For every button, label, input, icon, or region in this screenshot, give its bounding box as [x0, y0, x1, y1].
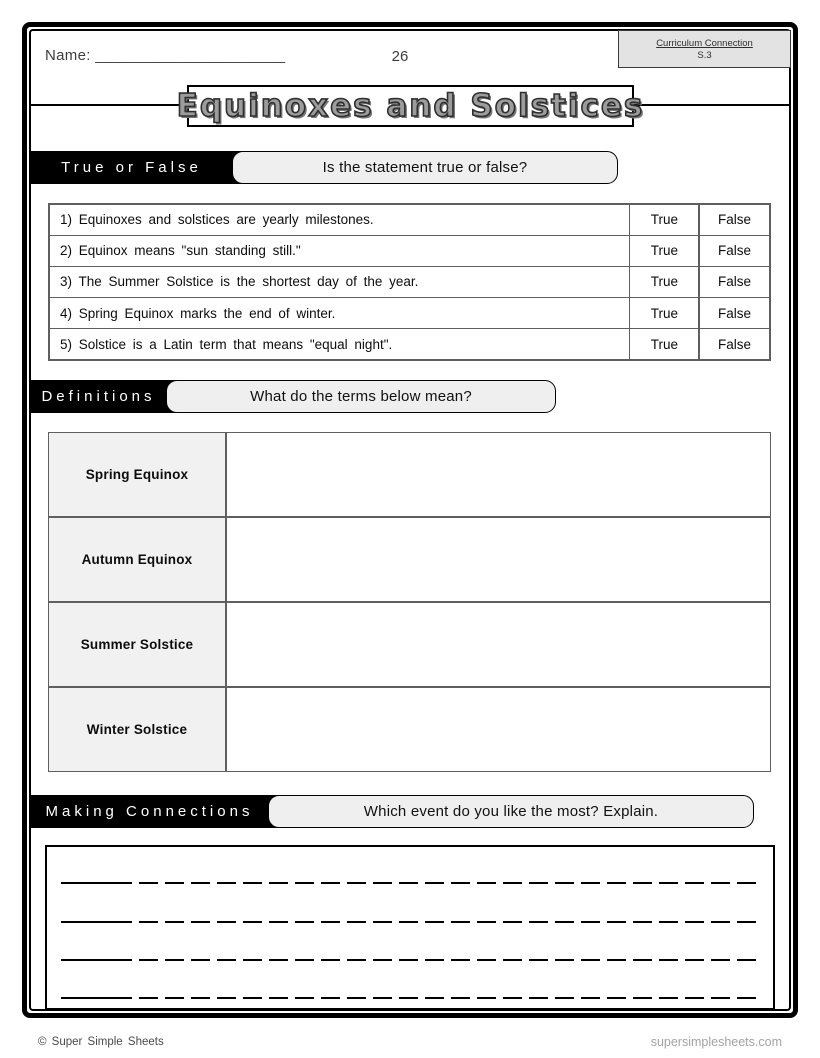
statement-3: 3) The Summer Solstice is the shortest day of the year.	[50, 267, 629, 297]
true-option-5[interactable]: True	[630, 329, 698, 359]
definition-answer-spring-equinox[interactable]	[227, 433, 770, 516]
statement-2: 2) Equinox means "sun standing still."	[50, 236, 629, 266]
definition-answer-autumn-equinox[interactable]	[227, 518, 770, 601]
section-label-true-or-false: True or False	[31, 151, 245, 184]
term-winter-solstice: Winter Solstice	[49, 688, 225, 771]
term-spring-equinox: Spring Equinox	[49, 433, 225, 516]
section-prompt-true-or-false: Is the statement true or false?	[232, 151, 618, 184]
name-blank[interactable]: ______________________	[95, 47, 286, 64]
false-option-4[interactable]: False	[700, 298, 769, 328]
statement-5: 5) Solstice is a Latin term that means "equal night".	[50, 329, 629, 359]
false-option-3[interactable]: False	[700, 267, 769, 297]
website-link[interactable]: supersimplesheets.com	[650, 1035, 782, 1049]
statement-1: 1) Equinoxes and solstices are yearly milestones.	[50, 205, 629, 235]
true-option-2[interactable]: True	[630, 236, 698, 266]
true-option-4[interactable]: True	[630, 298, 698, 328]
false-option-2[interactable]: False	[700, 236, 769, 266]
answer-writing-box[interactable]	[45, 845, 775, 1010]
false-option-1[interactable]: False	[700, 205, 769, 235]
section-prompt-making-connections: Which event do you like the most? Explain.	[268, 795, 754, 828]
definitions-table	[48, 432, 771, 772]
section-label-definitions: Definitions	[31, 380, 176, 413]
true-option-3[interactable]: True	[630, 267, 698, 297]
writing-line-4[interactable]	[61, 997, 763, 999]
definition-answer-summer-solstice[interactable]	[227, 603, 770, 686]
name-row	[45, 47, 285, 64]
writing-line-1[interactable]	[61, 882, 763, 884]
true-option-1[interactable]: True	[630, 205, 698, 235]
statement-4: 4) Spring Equinox marks the end of winter.	[50, 298, 629, 328]
worksheet-title-box	[176, 85, 645, 127]
name-label: Name:	[45, 47, 91, 64]
curriculum-connection-code: S.3	[697, 49, 712, 61]
copyright-text: © Super Simple Sheets	[38, 1036, 164, 1048]
definition-answer-winter-solstice[interactable]	[227, 688, 770, 771]
worksheet-title: Equinoxes and Solstices	[176, 88, 645, 124]
writing-line-3[interactable]	[61, 959, 763, 961]
curriculum-connection-title: Curriculum Connection	[656, 37, 753, 49]
section-label-making-connections: Making Connections	[31, 795, 278, 828]
term-autumn-equinox: Autumn Equinox	[49, 518, 225, 601]
curriculum-connection-box	[618, 30, 791, 68]
writing-line-2[interactable]	[61, 921, 763, 923]
true-false-table	[48, 203, 771, 361]
page-number: 26	[391, 48, 409, 65]
term-summer-solstice: Summer Solstice	[49, 603, 225, 686]
false-option-5[interactable]: False	[700, 329, 769, 359]
section-prompt-definitions: What do the terms below mean?	[166, 380, 556, 413]
